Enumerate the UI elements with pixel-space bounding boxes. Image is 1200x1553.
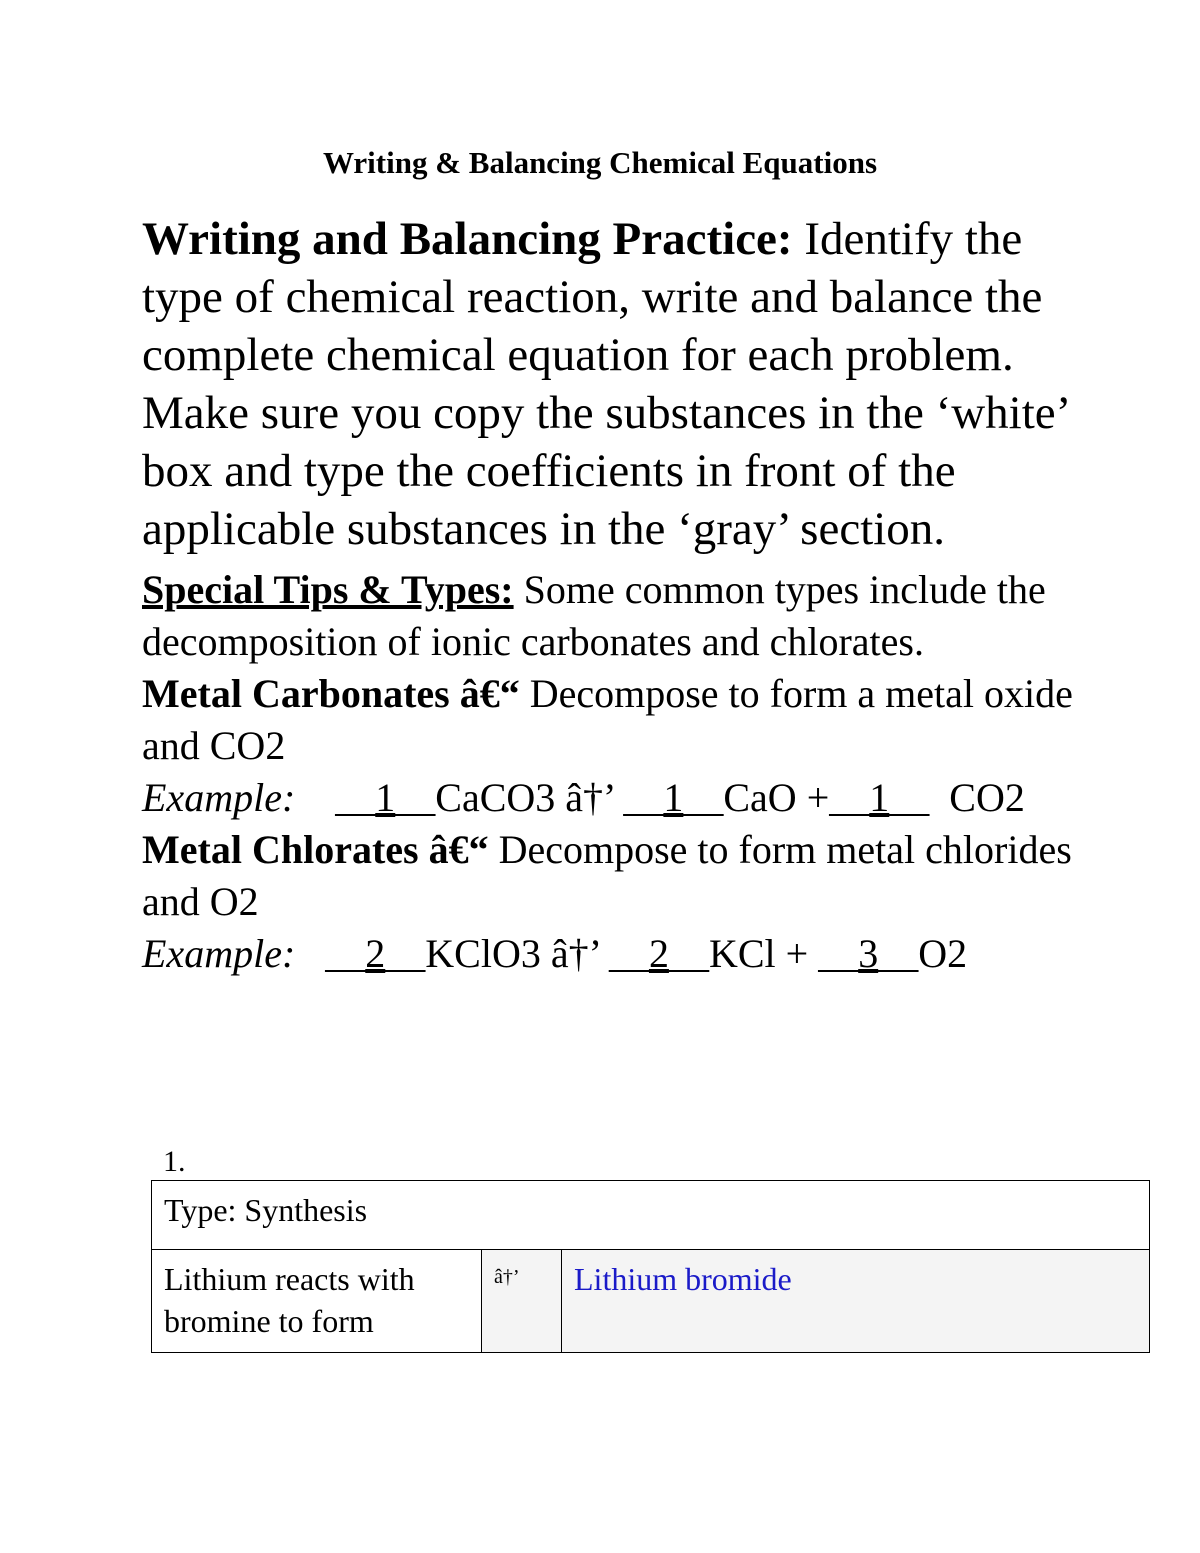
arrow-cell: â†’ [482,1250,562,1353]
product: KCl + [708,931,809,976]
carbonates-example: Example: __1__CaCO3 â†’ __1__CaO +__1__ CO2 [142,775,1025,820]
product: CO2 [949,775,1025,820]
chlorates-heading: Metal Chlorates â€“ [142,827,489,872]
reactant: CaCO3 â†’ [435,775,614,820]
products-cell[interactable]: Lithium bromide [562,1250,1150,1353]
product: O2 [918,931,968,976]
example-label: Example: [142,931,296,976]
equation-row [152,1250,1150,1353]
instructions [142,210,1102,980]
type-row [152,1181,1150,1250]
chlorates-text: Decompose to form metal chlorides and O2 [142,827,1072,924]
coefficient: 1 [663,775,684,820]
page-title: Writing & Balancing Chemical Equations [322,145,878,180]
problem-table [151,1180,1150,1353]
problem-number: 1. [163,1145,186,1178]
example-label: Example: [142,775,296,820]
intro-heading: Writing and Balancing Practice: [142,213,793,265]
chlorates-paragraph [142,824,1102,928]
intro-paragraph [142,210,1102,558]
coefficient: 2 [648,931,669,976]
coefficient: 3 [858,931,879,976]
reactants-cell[interactable]: Lithium reacts with bromine to form [152,1250,482,1353]
chlorates-example: Example: __2__KClO3 â†’ __2__KCl + __3__O2 [142,931,968,976]
coefficient: 1 [375,775,396,820]
tips-text: Some common types include the decomposition of ionic carbonates and chlorates. [142,567,1046,664]
carbonates-heading: Metal Carbonates â€“ [142,671,520,716]
tips-paragraph [142,564,1102,668]
tips-heading: Special Tips & Types: [142,567,514,612]
coefficient: 2 [365,931,386,976]
carbonates-text: Decompose to form a metal oxide and CO2 [142,671,1073,768]
intro-text: Identify the type of chemical reaction, write and balance the complete chemical equation for each problem. Make sure you copy the substances in the ‘white’ box and type the coefficients in front of the applicable substances in the ‘gray’ section. [142,213,1068,555]
type-cell[interactable]: Type: Synthesis [152,1181,1150,1250]
product: CaO + [723,775,830,820]
carbonates-paragraph [142,668,1102,772]
reactant: KClO3 â†’ [425,931,599,976]
coefficient: 1 [869,775,890,820]
